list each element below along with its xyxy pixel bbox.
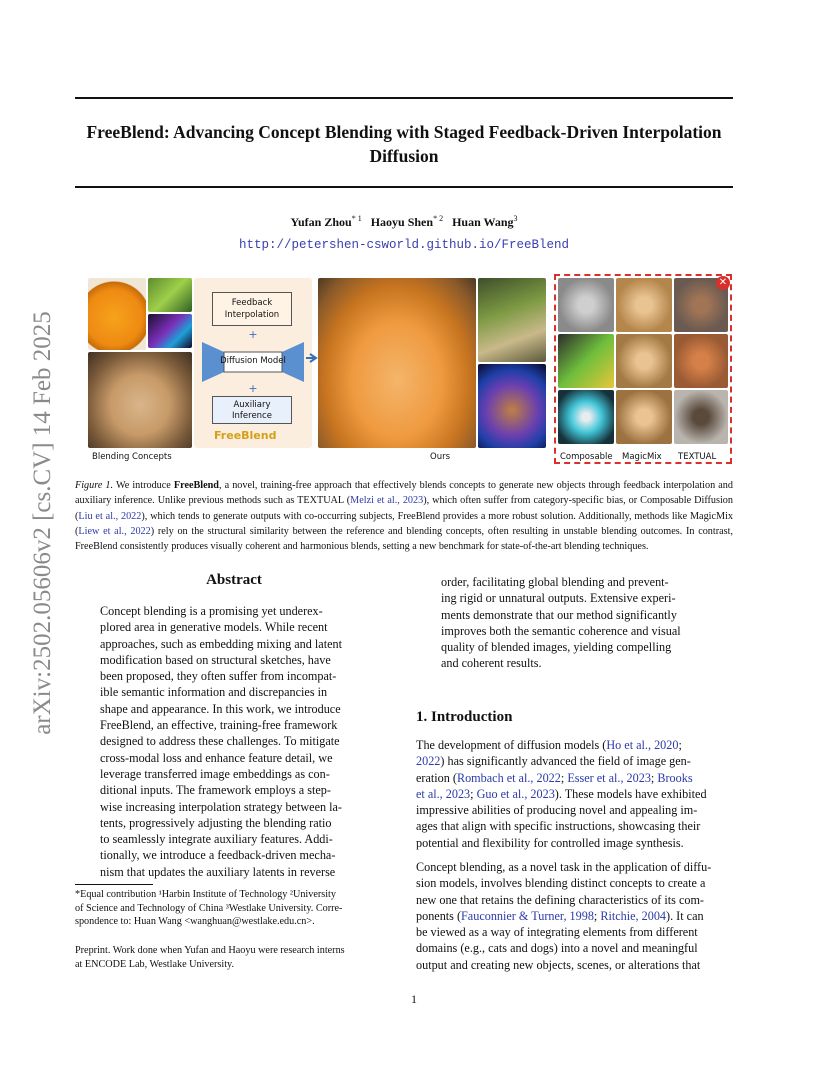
intro-paragraph-1 xyxy=(416,737,734,851)
composable-image xyxy=(558,334,614,388)
intro-line xyxy=(416,753,734,769)
arxiv-id: arXiv:2502.05606v2 [cs.CV] 14 Feb 2025 xyxy=(29,311,56,735)
caption-run: , a novel, training-free approach that effectively blends concepts to generate new objects through feedback interpolation and auxiliary inference. Unlike previous methods such as TEXTUAL ( xyxy=(75,480,733,507)
intro-line xyxy=(416,957,734,973)
textual-image xyxy=(674,390,728,444)
preprint-footnote xyxy=(75,944,395,971)
diffusion-model-label: Diffusion Model xyxy=(220,356,286,366)
intro-line xyxy=(416,737,734,753)
text-run: ) has significantly advanced the field of image gen- xyxy=(440,754,691,769)
figure-1 xyxy=(84,274,736,466)
abstract-line: been proposed, they often suffer from incompat- xyxy=(100,669,337,684)
text-run: ). These models have exhibited xyxy=(554,786,707,801)
intro-line xyxy=(416,859,734,875)
author-affil: * 1 xyxy=(351,214,362,223)
citation-link[interactable]: Liu et al., 2022 xyxy=(78,510,142,522)
author-name: Haoyu Shen xyxy=(370,215,434,229)
page-number: 1 xyxy=(411,992,417,1006)
parrot-image xyxy=(148,278,192,312)
footnote-line: Preprint. Work done when Yufan and Haoyu were research interns xyxy=(75,945,345,956)
intro-line xyxy=(416,786,734,802)
text-run: Concept blending, as a novel task in the application of diffu- xyxy=(416,860,712,874)
abstract-line: wise increasing interpolation strategy between la- xyxy=(100,799,342,814)
title-top-rule xyxy=(75,97,733,99)
close-icon: ✕ xyxy=(716,276,730,290)
abstract-line: to seamlessly integrate auxiliary features. Addi- xyxy=(100,832,333,847)
citation-link[interactable]: 2022 xyxy=(416,754,441,769)
intro-line xyxy=(416,924,734,940)
citation-link[interactable]: Fauconnier & Turner, 1998 xyxy=(461,908,594,923)
intro-paragraph-2 xyxy=(416,859,734,973)
project-url-link[interactable]: http://petershen-csworld.github.io/FreeBlend xyxy=(238,238,570,252)
ours-main-image xyxy=(318,278,476,448)
citation-link[interactable]: Ho et al., 2020 xyxy=(606,738,679,752)
citation-link[interactable]: Guo et al., 2023 xyxy=(476,786,555,801)
intro-line xyxy=(416,908,734,924)
abstract-line: nism that updates the auxiliary latents in reverse xyxy=(100,864,336,879)
text-run: ; xyxy=(678,738,682,752)
intro-line xyxy=(416,940,734,956)
inference-text: Inference xyxy=(232,411,272,421)
text-run: eration ( xyxy=(416,770,457,785)
affiliation-footnote xyxy=(75,888,395,929)
abstract-line: FreeBlend, an effective, training-free framework xyxy=(100,718,338,733)
citation-link[interactable]: Melzi et al., 2023 xyxy=(350,495,424,507)
ours-label: Ours xyxy=(430,452,451,462)
abstract-line: leverage transferred image embeddings as con- xyxy=(100,766,330,781)
abstract-line: shape and appearance. In this work, we introduce xyxy=(100,701,341,716)
citation-link[interactable]: et al., 2023 xyxy=(416,786,471,801)
intro-line xyxy=(416,802,734,818)
composable-image xyxy=(558,390,614,444)
text-run: ). It can xyxy=(666,908,704,923)
abstract-line: plored area in generative models. While recent xyxy=(100,620,328,635)
interpolation-text: Interpolation xyxy=(224,310,280,320)
ours-parrot-image xyxy=(478,278,546,362)
method-diagram xyxy=(194,278,312,448)
magicmix-label: MagicMix xyxy=(622,452,662,462)
freeblend-brand: FreeBlend xyxy=(214,429,277,442)
arxiv-sidebar xyxy=(24,288,62,758)
footnote-rule xyxy=(75,884,153,885)
text-run: domains (e.g., cats and dogs) into a novel and meaningful xyxy=(416,941,698,956)
caption-run: ), which tends to generate outputs with co-occurring subjects, FreeBlend provides a more robust solution. Additionally, methods like MagicMix ( xyxy=(75,510,733,537)
text-run: ; xyxy=(650,770,658,785)
text-run: ages that align with specific instructions, showcasing their xyxy=(416,819,701,834)
text-run: ; xyxy=(470,786,477,801)
abstract-body-continued xyxy=(441,574,707,672)
intro-line xyxy=(416,875,734,891)
composable-label: Composable xyxy=(560,452,613,462)
caption-run: FreeBlend xyxy=(173,480,219,491)
caption-label: Figure 1. xyxy=(75,480,114,491)
text-run: ; xyxy=(593,908,601,923)
author-list xyxy=(75,214,733,230)
teddy-bear-image xyxy=(88,352,192,448)
text-run: impressive abilities of producing novel and appealing im- xyxy=(416,803,698,818)
feedback-text: Feedback xyxy=(231,298,273,308)
abstract-line: tionally, we introduce a feedback-driven mecha- xyxy=(100,848,336,863)
author-name: Yufan Zhou xyxy=(290,215,352,229)
abstract-line: ditional inputs. The framework employs a step- xyxy=(100,783,331,798)
footnote-line: *Equal contribution ¹Harbin Institute of Technology ²University xyxy=(75,889,336,900)
abstract-body xyxy=(100,603,368,880)
citation-link[interactable]: Liew et al., 2022 xyxy=(78,525,151,537)
intro-line xyxy=(416,892,734,908)
abstract-line: cross-modal loss and enhance feature detail, we xyxy=(100,750,333,765)
abstract-line: modification based on structural sketches, have xyxy=(100,652,331,667)
citation-link[interactable]: Brooks xyxy=(657,770,693,785)
footnote-line: spondence to: Huan Wang <wanghuan@westlake.edu.cn>. xyxy=(75,916,315,928)
text-run: sion models, involves blending distinct concepts to create a xyxy=(416,876,706,891)
author-affil: 3 xyxy=(513,214,518,223)
abstract-line: Concept blending is a promising yet underex- xyxy=(100,604,323,618)
plus-sign: + xyxy=(248,382,258,395)
magicmix-image xyxy=(616,334,672,388)
caption-run: ) rely on the structural similarity between the reference and blending concepts, often resulting in unstable blending outcomes. In contrast, FreeBlend consistently produces visually coherent and harmonious blends, setting a new benchmark for state-of-the-art blending techniques. xyxy=(75,525,733,553)
text-run: ; xyxy=(560,770,568,785)
abstract-heading: Abstract xyxy=(206,572,262,588)
abstract-line: ments demonstrate that our method significantly xyxy=(441,607,677,622)
text-run: The development of diffusion models ( xyxy=(416,738,607,752)
feedback-interpolation-box xyxy=(212,292,292,326)
abstract-line: order, facilitating global blending and prevent- xyxy=(441,575,669,589)
citation-link[interactable]: Rombach et al., 2022 xyxy=(456,770,561,785)
abstract-line: ible semantic information and discrepancies in xyxy=(100,685,328,700)
text-run: be viewed as a way of integrating elements from different xyxy=(416,925,698,940)
abstract-line: tents, progressively adjusting the blending ratio xyxy=(100,815,332,830)
magicmix-image xyxy=(616,390,672,444)
abstract-line: ing rigid or unnatural outputs. Extensive experi- xyxy=(441,591,676,606)
plus-sign: + xyxy=(248,328,258,341)
blending-concepts-label: Blending Concepts xyxy=(92,452,172,462)
text-run: potential and flexibility for controlled image synthesis. xyxy=(416,835,684,850)
magicmix-image xyxy=(616,278,672,332)
title-bottom-rule xyxy=(75,186,733,188)
auxiliary-text: Auxiliary xyxy=(233,400,271,410)
figure-caption xyxy=(75,478,733,554)
abstract-line: and coherent results. xyxy=(441,656,542,671)
paper-title: FreeBlend: Advancing Concept Blending with Staged Feedback-Driven Interpolation Diffusion xyxy=(86,122,722,166)
caption-text xyxy=(75,480,733,552)
text-run: output and creating new objects, scenes, or alterations that xyxy=(416,957,701,972)
intro-line xyxy=(416,835,734,851)
orange-image xyxy=(88,278,146,350)
composable-image xyxy=(558,278,614,332)
abstract-line: approaches, such as embedding mixing and latent xyxy=(100,636,342,651)
glow-logo-image xyxy=(148,314,192,348)
intro-line xyxy=(416,818,734,834)
citation-link[interactable]: Esser et al., 2023 xyxy=(567,770,651,785)
textual-image xyxy=(674,334,728,388)
text-run: ponents ( xyxy=(416,908,462,923)
author-name: Huan Wang xyxy=(452,215,514,229)
footnote-line: of Science and Technology of China ³Westlake University. Corre- xyxy=(75,902,343,914)
intro-heading: 1. Introduction xyxy=(416,709,513,725)
textual-label: TEXTUAL xyxy=(678,452,717,462)
text-run: new one that retains the defining characteristics of its com- xyxy=(416,892,704,907)
footnote-line: at ENCODE Lab, Westlake University. xyxy=(75,958,235,970)
comparison-group xyxy=(554,274,732,464)
citation-link[interactable]: Ritchie, 2004 xyxy=(600,908,667,923)
abstract-line: quality of blended images, yielding compelling xyxy=(441,640,672,655)
abstract-line: designed to address these challenges. To mitigate xyxy=(100,734,340,749)
auxiliary-inference-box xyxy=(212,396,292,424)
author-affil: * 2 xyxy=(433,214,444,223)
ours-glow-image xyxy=(478,364,546,448)
caption-run: ), which often suffer from category-specific bias, or Composable Diffusion ( xyxy=(75,495,733,522)
intro-line xyxy=(416,770,734,786)
caption-run: We introduce xyxy=(113,480,174,491)
abstract-line: improves both the semantic coherence and visual xyxy=(441,623,681,638)
